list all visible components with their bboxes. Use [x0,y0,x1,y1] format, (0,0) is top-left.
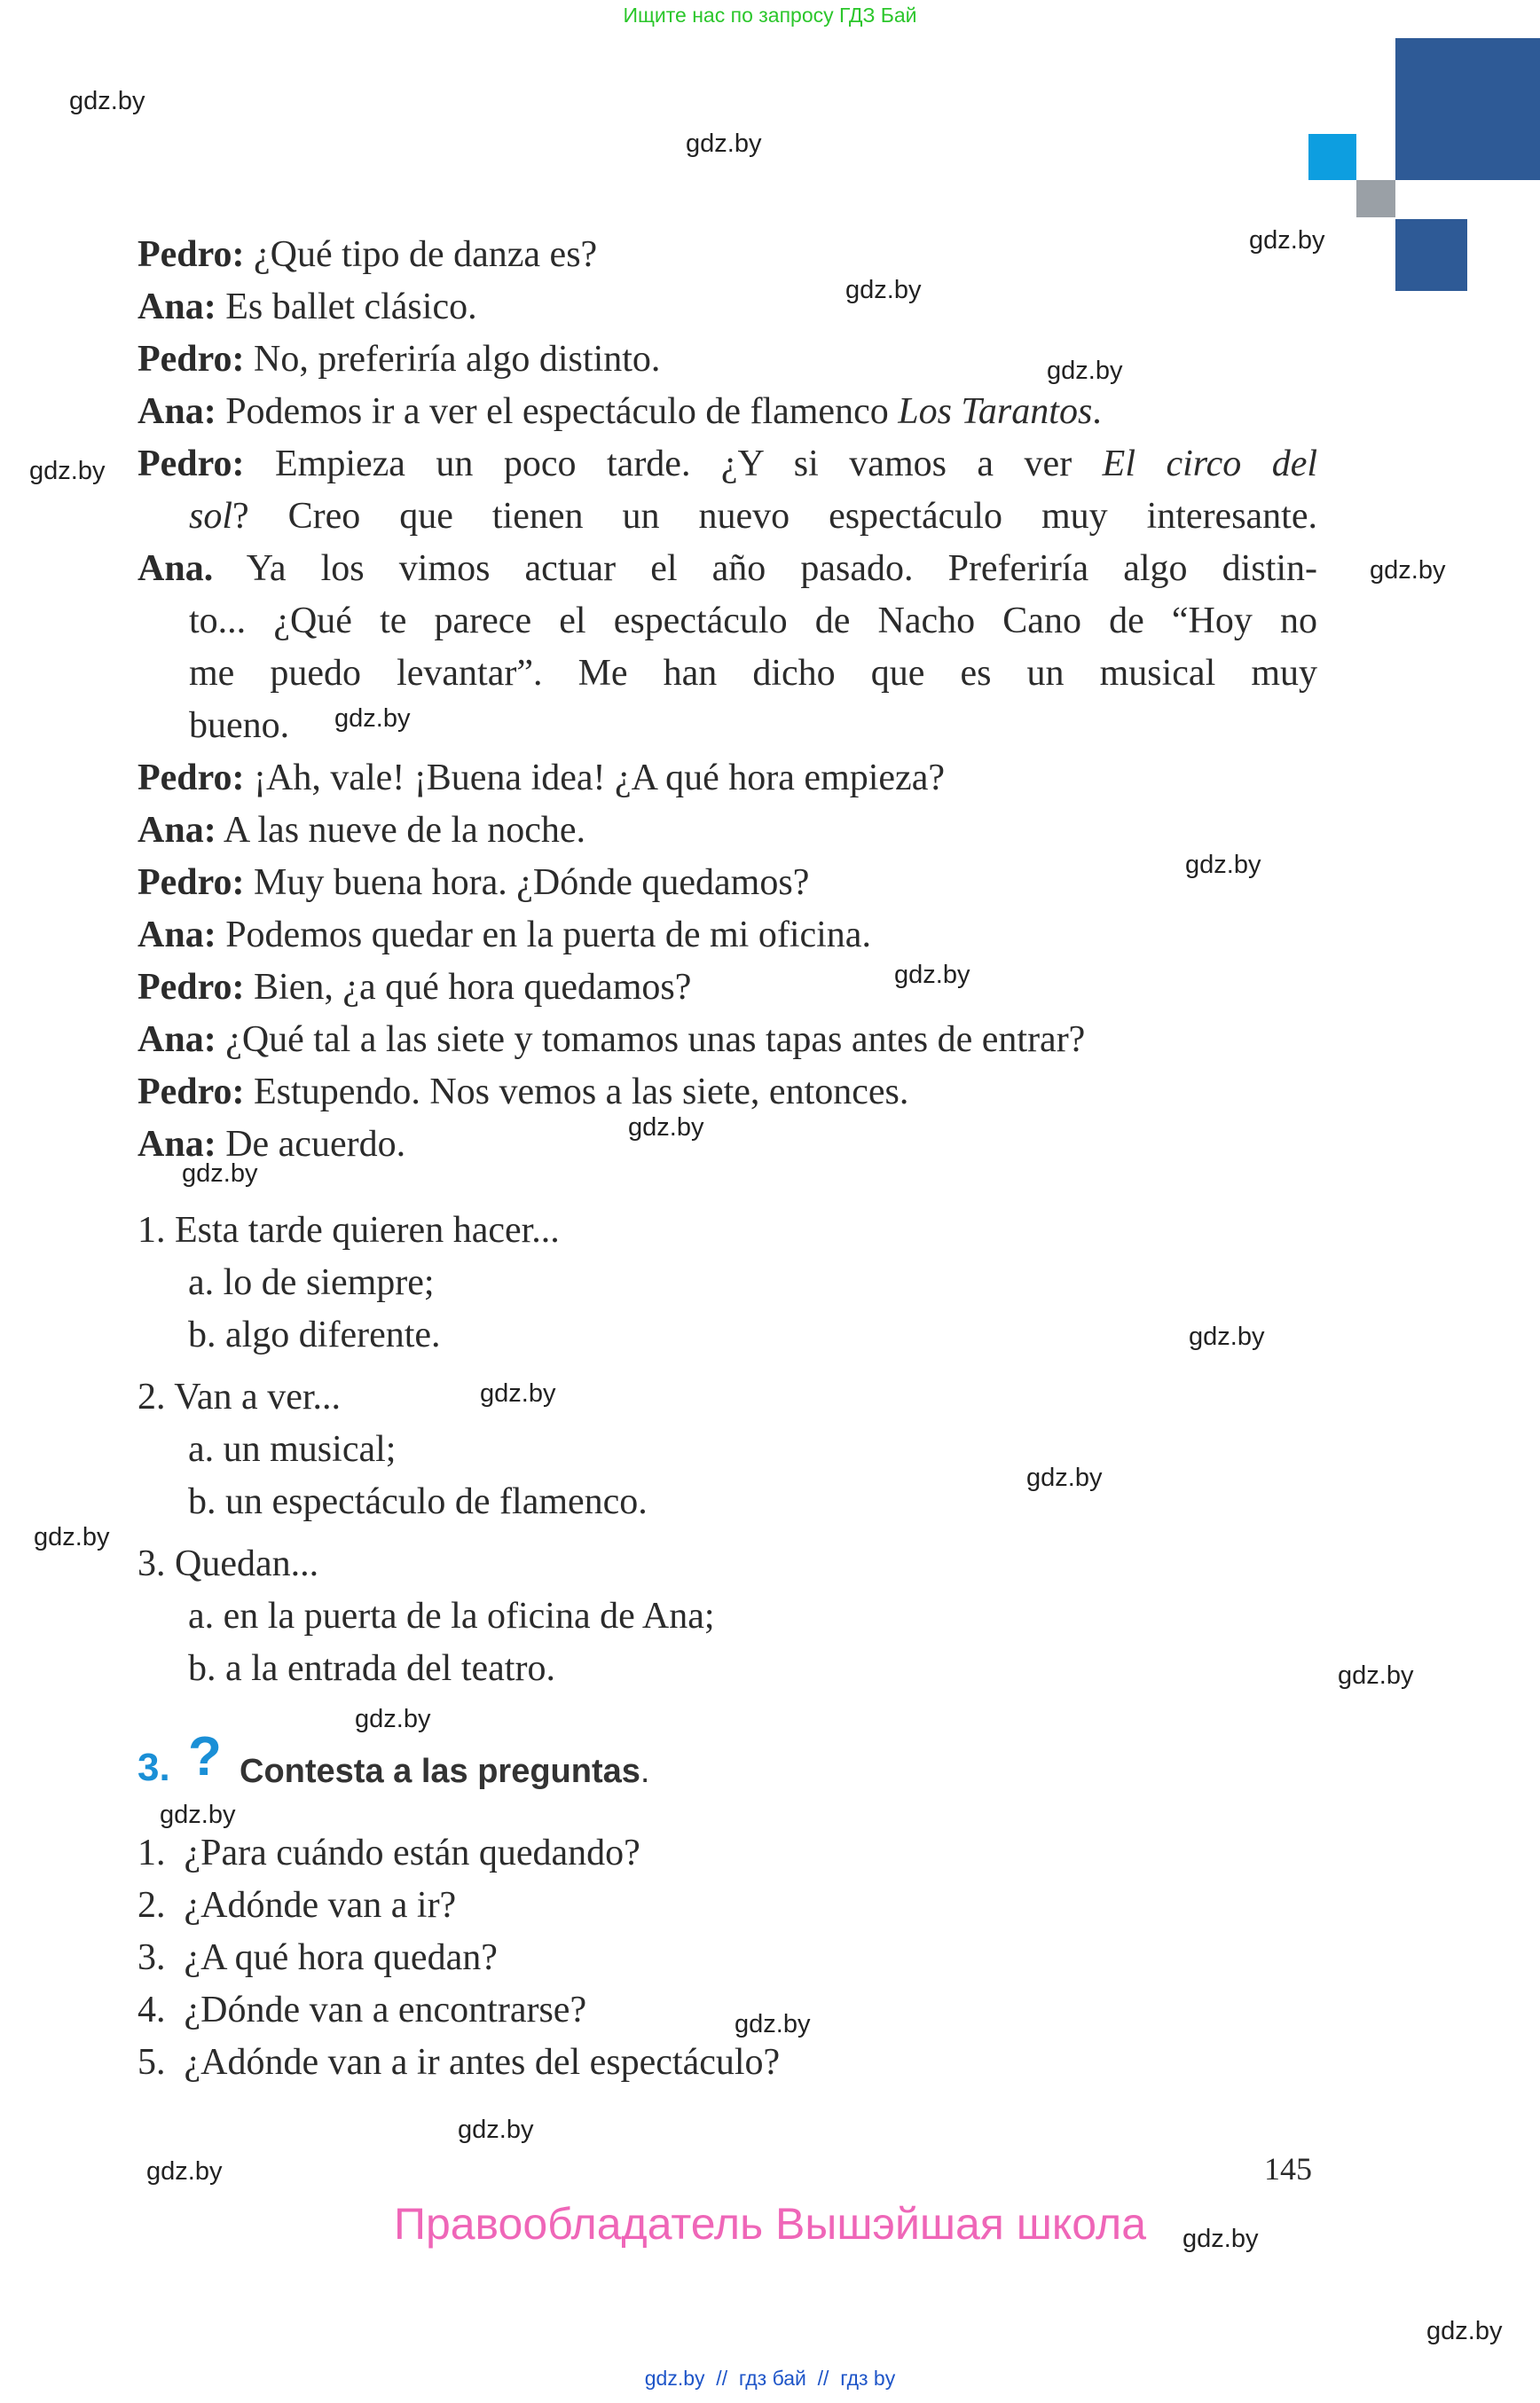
line-text: ¿Qué tal a las siete y tomamos unas tapas antes de entrar? [216,1019,1086,1060]
watermark: gdz.by [1182,2225,1259,2253]
exercise-number: 3. [138,1746,170,1789]
line-end: . [1092,391,1102,432]
corner-square-large [1395,38,1540,180]
line-text: Es ballet clásico. [216,287,477,327]
copyright-holder: Правообладатель Вышэйшая школа [394,2199,1146,2249]
answer-option: a. lo de siempre; [188,1262,435,1303]
line-text: Estupendo. Nos vemos a las siete, entonces. [244,1072,909,1112]
watermark: gdz.by [686,130,762,158]
speaker: Ana: [138,810,216,851]
exercise-title-end: . [640,1753,650,1790]
answer-option: b. a la entrada del teatro. [188,1648,555,1689]
watermark: gdz.by [628,1113,704,1142]
exercise-question: 5. ¿Adónde van a ir antes del espectáculo? [138,2042,781,2083]
speaker: Ana: [138,1124,216,1165]
speaker: Pedro: [138,339,245,380]
speaker: Ana: [138,1019,216,1060]
watermark: gdz.by [480,1379,556,1408]
exercise-title-text: Contesta a las preguntas [240,1753,640,1790]
corner-square-gray [1356,180,1395,217]
speaker: Ana: [138,287,216,327]
exercise-title [240,1753,649,1791]
answer-option: b. algo diferente. [188,1315,441,1355]
speaker: Ana. [138,548,214,589]
watermark: gdz.by [34,1523,110,1551]
line-text: me puedo levantar”. Me han dicho que es un musical muy [189,653,1317,694]
dialogue-line [138,1119,1317,1171]
line-text: Bien, ¿a qué hora quedamos? [244,967,692,1008]
speaker: Pedro: [138,234,245,275]
dialogue-line [138,909,1317,962]
exercise-question: 3. ¿A qué hora quedan? [138,1937,498,1978]
speaker: Pedro: [138,862,245,903]
watermark: gdz.by [146,2157,223,2186]
dialogue-line [189,595,1317,648]
watermark: gdz.by [1249,226,1325,255]
answer-option: a. en la puerta de la oficina de Ana; [188,1596,715,1637]
dialogue-line [138,334,1317,386]
corner-square-blue [1308,134,1356,180]
exercise-question: 2. ¿Adónde van a ir? [138,1885,457,1926]
dialogue-line [138,229,1317,281]
watermark: gdz.by [29,457,106,485]
line-text: Muy buena hora. ¿Dónde quedamos? [244,862,810,903]
watermark: gdz.by [160,1801,236,1829]
question-stem: 1. Esta tarde quieren hacer... [138,1210,560,1251]
question-mark-icon: ? [188,1726,222,1787]
line-text: to... ¿Qué te parece el espectáculo de Nacho Cano de “Hoy no [189,601,1317,641]
line-text: Empieza un poco tarde. ¿Y si vamos a ver [244,444,1103,484]
line-text: A las nueve de la noche. [216,810,586,851]
watermark: gdz.by [355,1705,431,1733]
line-text: Podemos quedar en la puerta de mi oficina. [216,915,871,955]
line-text: De acuerdo. [216,1124,406,1165]
speaker: Pedro: [138,444,245,484]
show-title: Los Tarantos [898,391,1093,432]
dialogue-line [138,1066,1317,1119]
question-stem: 3. Quedan... [138,1543,319,1584]
watermark: gdz.by [1189,1323,1265,1351]
watermark: gdz.by [1370,556,1446,585]
line-text: bueno. [189,705,290,746]
speaker: Pedro: [138,967,245,1008]
speaker: Ana: [138,915,216,955]
watermark: gdz.by [894,961,970,989]
dialogue-line [138,281,1317,334]
watermark: gdz.by [69,87,145,115]
line-text: No, preferiría algo distinto. [244,339,661,380]
bottom-links: gdz.by // гдз бай // гдз by [644,2367,896,2390]
watermark: gdz.by [1338,1661,1414,1690]
watermark: gdz.by [1426,2317,1503,2345]
watermark: gdz.by [1026,1464,1103,1492]
speaker: Pedro: [138,1072,245,1112]
dialogue-line [138,543,1317,595]
corner-decoration [1307,35,1540,293]
exercise-question: 1. ¿Para cuándo están quedando? [138,1833,640,1873]
question-stem: 2. Van a ver... [138,1377,342,1417]
corner-square-small [1395,219,1467,291]
dialogue-line [138,805,1317,857]
dialogue-line [189,491,1317,543]
dialogue-line [138,857,1317,909]
speaker: Ana: [138,391,216,432]
dialogue-line [138,438,1317,491]
dialogue-line [138,752,1317,805]
watermark: gdz.by [845,276,922,304]
dialogue-line [189,648,1317,700]
show-title: sol [189,496,233,537]
watermark: gdz.by [735,2010,811,2038]
line-text: ? Creo que tienen un nuevo espectáculo muy interesante. [232,496,1317,537]
answer-option: a. un musical; [188,1429,397,1470]
line-text: Ya los vimos actuar el año pasado. Preferiría algo distin- [213,548,1317,589]
exercise-question: 4. ¿Dónde van a encontrarse? [138,1990,587,2030]
dialogue-line [138,386,1317,438]
watermark: gdz.by [1185,851,1261,879]
watermark: gdz.by [334,704,411,733]
top-search-note: Ищите нас по запросу ГДЗ Бай [623,4,917,27]
answer-option: b. un espectáculo de flamenco. [188,1481,648,1522]
watermark: gdz.by [1047,357,1123,385]
watermark: gdz.by [458,2116,534,2144]
speaker: Pedro: [138,758,245,798]
line-text: ¿Qué tipo de danza es? [244,234,598,275]
line-text: Podemos ir a ver el espectáculo de flamenco [216,391,899,432]
show-title: El circo del [1102,444,1318,484]
line-text: ¡Ah, vale! ¡Buena idea! ¿A qué hora empieza? [244,758,945,798]
dialogue-line [138,962,1317,1014]
page-number: 145 [1264,2151,1312,2187]
watermark: gdz.by [182,1159,258,1188]
dialogue-line [138,1014,1317,1066]
